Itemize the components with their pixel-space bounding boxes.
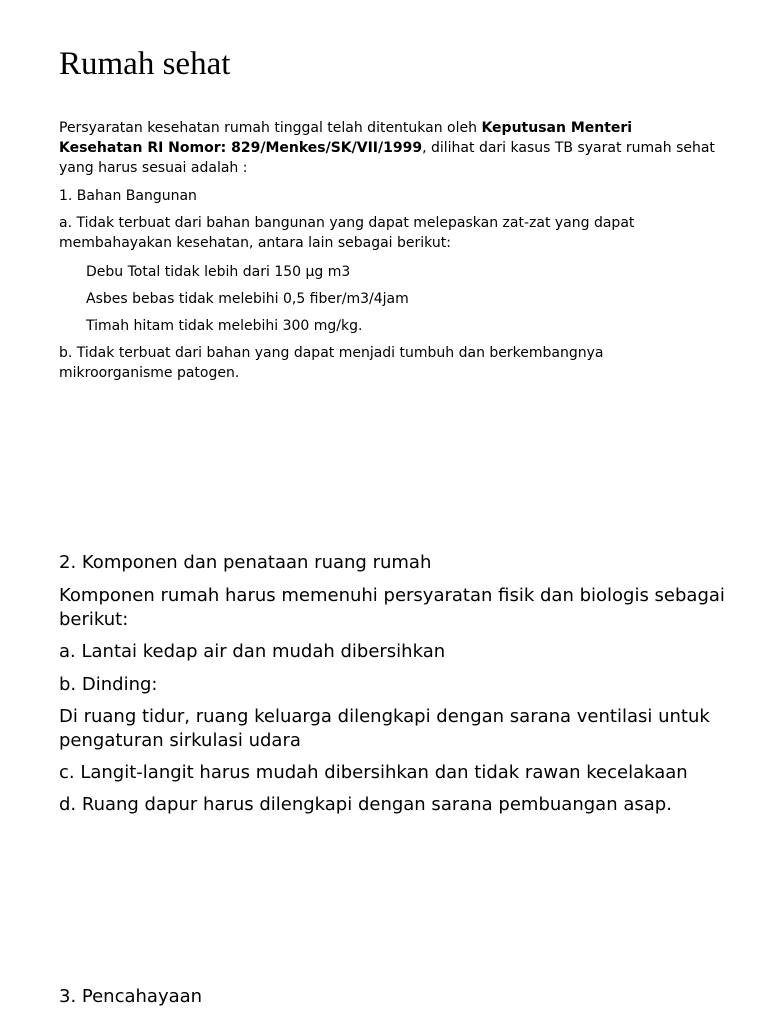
section1-sub-item-asbestos: Asbes bebas tidak melebihi 0,5 fiber/m3/4jam [86, 291, 409, 307]
intro-text-part2: , dilihat dari kasus TB syarat rumah sehat yang harus sesuai adalah : [59, 140, 715, 176]
section2-intro: Komponen rumah harus memenuhi persyaratan fisik dan biologis sebagai berikut: [59, 585, 725, 630]
section1-item-a: a. Tidak terbuat dari bahan bangunan yang dapat melepaskan zat-zat yang dapat membahayakan kesehatan, antara lain sebagai berikut: [59, 215, 635, 251]
section2-item-d: d. Ruang dapur harus dilengkapi dengan sarana pembuangan asap. [59, 794, 672, 815]
section2-item-c: c. Langit-langit harus mudah dibersihkan dan tidak rawan kecelakaan [59, 762, 688, 783]
intro-paragraph [59, 118, 719, 178]
section3-heading: 3. Pencahayaan [59, 986, 203, 1007]
section2-item-b-detail: Di ruang tidur, ruang keluarga dilengkapi dengan sarana ventilasi untuk pengaturan sirkulasi udara [59, 706, 710, 751]
section1-heading: 1. Bahan Bangunan [59, 188, 197, 204]
section2-item-b: b. Dinding: [59, 674, 158, 695]
section1-sub-item-lead: Timah hitam tidak melebihi 300 mg/kg. [86, 318, 363, 334]
section1-item-b: b. Tidak terbuat dari bahan yang dapat menjadi tumbuh dan berkembangnya mikroorganisme patogen. [59, 345, 604, 381]
intro-text-part1: Persyaratan kesehatan rumah tinggal telah ditentukan oleh [59, 120, 482, 136]
section1-sub-item-dust: Debu Total tidak lebih dari 150 µg m3 [86, 264, 351, 280]
page-title: Rumah sehat [59, 46, 231, 82]
section2-item-a: a. Lantai kedap air dan mudah dibersihkan [59, 641, 446, 662]
intro-decree-reference: Keputusan Menteri Kesehatan RI Nomor: 829/Menkes/SK/VII/1999 [59, 120, 633, 156]
section2-heading: 2. Komponen dan penataan ruang rumah [59, 552, 432, 573]
